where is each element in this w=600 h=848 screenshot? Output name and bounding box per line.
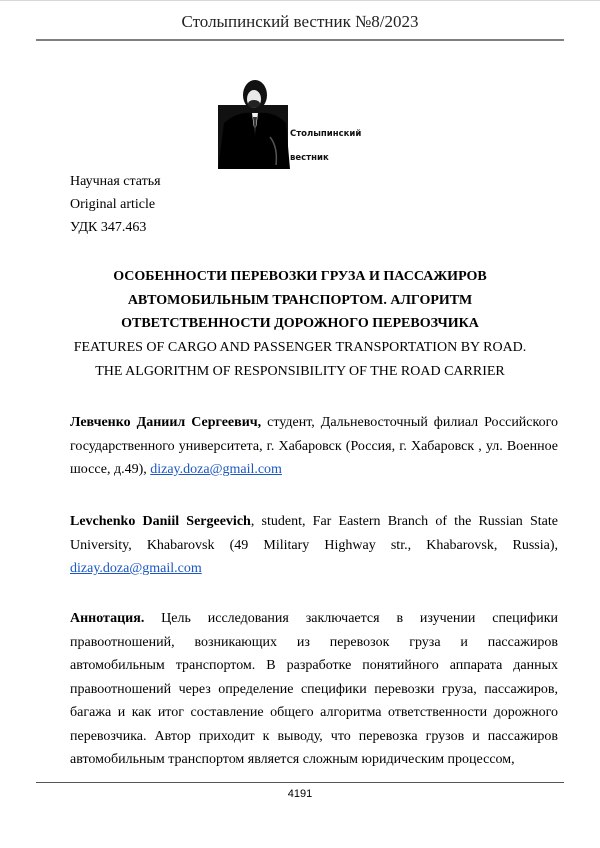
article-type-ru: Научная статья [70,174,161,189]
author-name-en: Levchenko Daniil Sergeevich [70,514,251,529]
title-ru-line: АВТОМОБИЛЬНЫМ ТРАНСПОРТОМ. АЛГОРИТМ [127,292,473,308]
author-email-en-link[interactable]: dizay.doza@gmail.com [70,561,202,576]
title-ru-line: ОСОБЕННОСТИ ПЕРЕВОЗКИ ГРУЗА И ПАССАЖИРОВ [113,269,487,284]
title-english [50,336,550,383]
author-info-en [70,510,558,581]
abstract-text: Цель исследования заключается в изучении специфики правоотношений, возникающих из перевозок груза и пассажиров автомобильным транспортом. В разработке понятийного аппарата данных правоотношений через определение специфики перевозки груза, пассажиров, багажа и как итог составление общего алгоритма ответственности дорожного перевозчика. Автор приходит к выводу, что перевозка грузов и пассажиров автомобильным транспортом является сложным юридическим процессом, [70,611,558,767]
udc-code: УДК 347.463 [70,220,147,235]
author-details-ru: студент, Дальневосточный филиал Российского государственного университета, г. Хабаровск (Россия, г. Хабаровск , ул. Военное шоссе, д.49), [70,415,559,477]
header-divider [36,39,564,41]
title-en-line: THE ALGORITHM OF RESPONSIBILITY OF THE ROAD CARRIER [95,363,505,379]
logo-text-line2: вестник [290,153,329,163]
abstract [70,607,558,772]
author-details-en: , student, Far Eastern Branch of the Russian State University, Khabarovsk (49 Military Highway str., Khabarovsk, Russia), [70,514,558,553]
abstract-label: Аннотация. [70,611,145,626]
title-ru-line: ОТВЕТСТВЕННОСТИ ДОРОЖНОГО ПЕРЕВОЗЧИКА [121,316,479,331]
article-type-en: Original article [70,197,156,212]
author-name-ru: Левченко Даниил Сергеевич, [70,415,262,430]
page-number: 4191 [287,788,313,800]
footer-divider [36,782,564,783]
logo-text-line1: Столыпинский [290,129,362,139]
author-info-ru [70,411,558,482]
journal-header: Столыпинский вестник №8/2023 [181,12,419,31]
author-email-ru-link[interactable]: dizay.doza@gmail.com [150,462,282,477]
title-en-line: FEATURES OF CARGO AND PASSENGER TRANSPORTATION BY ROAD. [73,340,527,355]
title-russian [60,265,540,336]
